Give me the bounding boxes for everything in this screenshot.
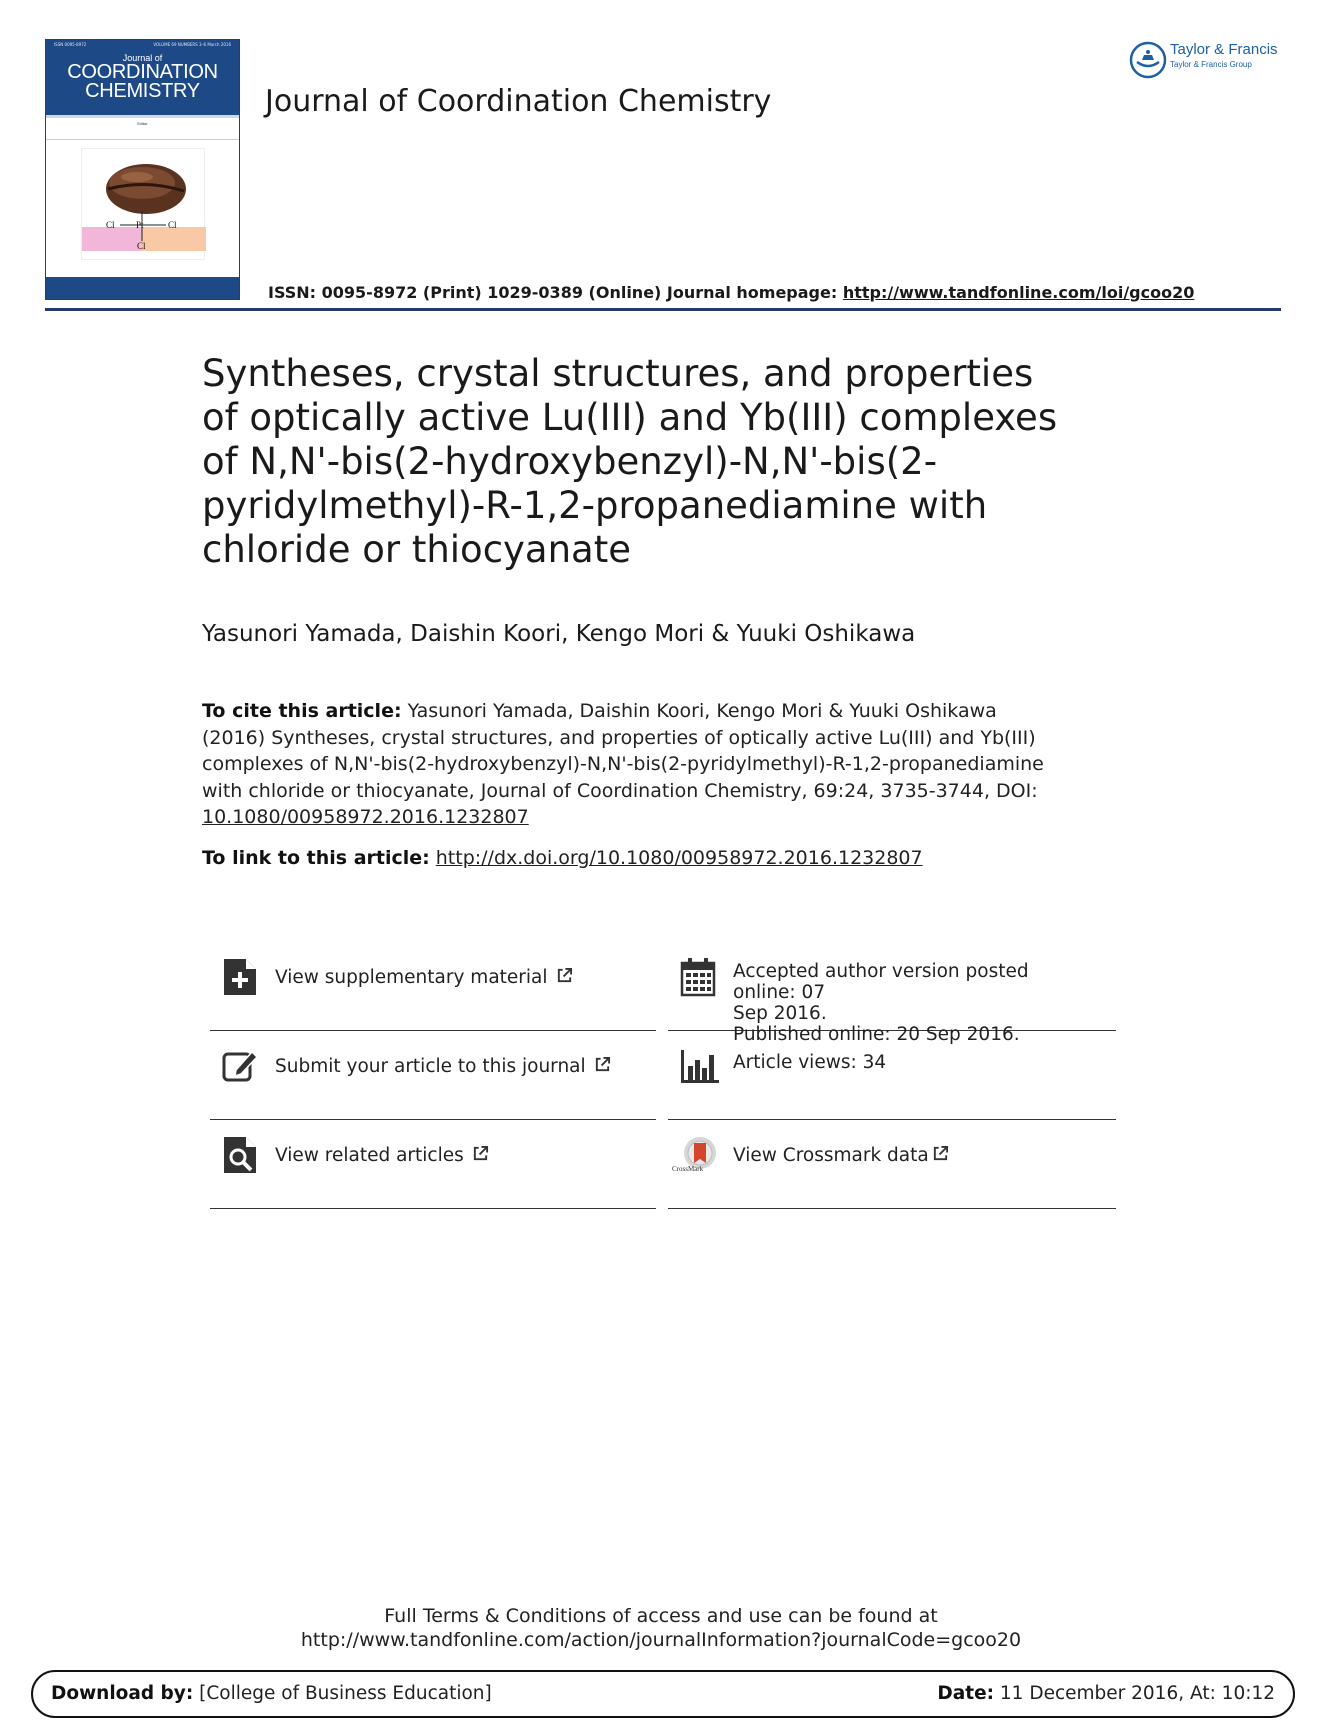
journal-cover-image — [45, 39, 240, 300]
published-date: Published online: 20 Sep 2016. — [733, 1024, 1020, 1045]
search-document-icon — [222, 1135, 258, 1175]
article-title — [202, 352, 1062, 572]
submit-article-link[interactable] — [275, 1056, 611, 1077]
cover-art-label: Cl — [106, 220, 115, 230]
date-label: Date: — [937, 1683, 995, 1704]
crossmark-label: View Crossmark data — [733, 1145, 929, 1166]
date-value: 11 December 2016, At: 10:12 — [994, 1683, 1275, 1704]
calendar-icon — [680, 957, 716, 997]
cite-label: To cite this article: — [202, 700, 402, 722]
cover-art-label: Cl — [137, 241, 146, 251]
header-divider — [45, 308, 1281, 311]
article-doi-link[interactable]: http://dx.doi.org/10.1080/00958972.2016.1232807 — [435, 847, 923, 869]
terms-url[interactable]: http://www.tandfonline.com/action/journalInformation?journalCode=gcoo20 — [300, 1629, 1022, 1651]
view-supplementary-link[interactable] — [275, 967, 573, 988]
taylor-francis-logo-icon — [1128, 40, 1168, 80]
terms-notice — [0, 1604, 1322, 1652]
cover-artwork — [81, 148, 205, 260]
journal-homepage-link[interactable]: http://www.tandfonline.com/loi/gcoo20 — [842, 283, 1195, 302]
crossmark-cell[interactable] — [668, 1121, 1116, 1209]
cover-title-line2: CHEMISTRY — [85, 80, 200, 102]
downloaded-by — [51, 1683, 492, 1704]
bar-chart-icon — [680, 1046, 720, 1086]
accepted-date-line: Sep 2016. — [733, 1003, 827, 1024]
download-value: [College of Business Education] — [193, 1683, 492, 1704]
accepted-date-line: Accepted author version posted online: 07 — [733, 961, 1029, 1003]
citation-block — [202, 698, 1082, 831]
external-link-icon — [594, 1056, 611, 1073]
external-link-icon — [472, 1145, 489, 1162]
publication-dates-cell — [668, 943, 1116, 1045]
article-title-line: Syntheses, crystal structures, and properties — [202, 352, 1034, 395]
download-date — [937, 1683, 1275, 1704]
cite-line: with chloride or thiocyanate, Journal of Coordination Chemistry, 69:24, 3735-3744, DOI: — [202, 779, 1038, 802]
article-title-line: chloride or thiocyanate — [202, 528, 632, 571]
coffee-bean-molecule-illustration — [82, 149, 206, 261]
related-articles-cell[interactable] — [210, 1121, 656, 1209]
related-articles-label: View related articles — [275, 1145, 464, 1166]
view-supplementary-cell[interactable] — [210, 943, 656, 1031]
cover-masthead — [46, 40, 239, 115]
article-authors: Yasunori Yamada, Daishin Koori, Kengo Mori & Yuuki Oshikawa — [202, 621, 916, 647]
article-link-line — [202, 847, 923, 869]
edit-pencil-icon — [222, 1046, 258, 1086]
article-title-line: of N,N'-bis(2-hydroxybenzyl)-N,N'-bis(2- — [202, 440, 938, 483]
article-title-line: pyridylmethyl)-R-1,2-propanediamine with — [202, 484, 988, 527]
cover-volume: VOLUME 69 NUMBERS 3–6 March 2016 — [153, 42, 231, 47]
external-link-icon — [556, 967, 573, 984]
cover-issn: ISSN 0095-8972 — [54, 42, 87, 47]
link-label: To link to this article: — [202, 847, 430, 869]
publisher-subtitle: Taylor & Francis Group — [1170, 60, 1252, 69]
view-supplementary-label: View supplementary material — [275, 967, 548, 988]
cover-art-label: Pt — [136, 220, 144, 230]
cover-publisher-band — [46, 277, 239, 299]
issn-text: ISSN: 0095-8972 (Print) 1029-0389 (Online) Journal homepage: — [268, 283, 843, 302]
cover-title-line1: COORDINATION — [67, 61, 218, 83]
cite-line: Yasunori Yamada, Daishin Koori, Kengo Mori & Yuuki Oshikawa — [401, 700, 997, 722]
publisher-name: Taylor & Francis — [1170, 41, 1278, 58]
crossmark-icon-text: CrossMark — [672, 1165, 704, 1173]
submit-article-cell[interactable] — [210, 1032, 656, 1120]
cite-line: complexes of N,N'-bis(2-hydroxybenzyl)-N,N'-bis(2-pyridylmethyl)-R-1,2-propanediamine — [202, 753, 1044, 775]
download-info-bar — [31, 1670, 1295, 1718]
crossmark-link[interactable] — [733, 1145, 949, 1166]
article-views: Article views: 34 — [733, 1052, 887, 1073]
related-articles-link[interactable] — [275, 1145, 489, 1166]
article-title-line: of optically active Lu(III) and Yb(III) complexes — [202, 396, 1058, 439]
download-label: Download by: — [51, 1683, 194, 1704]
supplementary-file-icon — [222, 957, 258, 997]
external-link-icon — [932, 1145, 949, 1162]
cover-art-label: Cl — [168, 220, 177, 230]
cite-line: (2016) Syntheses, crystal structures, and properties of optically active Lu(III) and Yb(III) — [202, 726, 1036, 749]
cover-editor: Editor — [46, 118, 239, 140]
article-views-cell — [668, 1032, 1116, 1120]
cover-journal-of: Journal of — [122, 53, 163, 63]
cite-doi-link[interactable]: 10.1080/00958972.2016.1232807 — [202, 806, 529, 828]
terms-line: Full Terms & Conditions of access and use can be found at — [384, 1605, 938, 1627]
journal-title: Journal of Coordination Chemistry — [265, 84, 772, 119]
issn-line — [268, 283, 1194, 302]
submit-article-label: Submit your article to this journal — [275, 1056, 586, 1077]
